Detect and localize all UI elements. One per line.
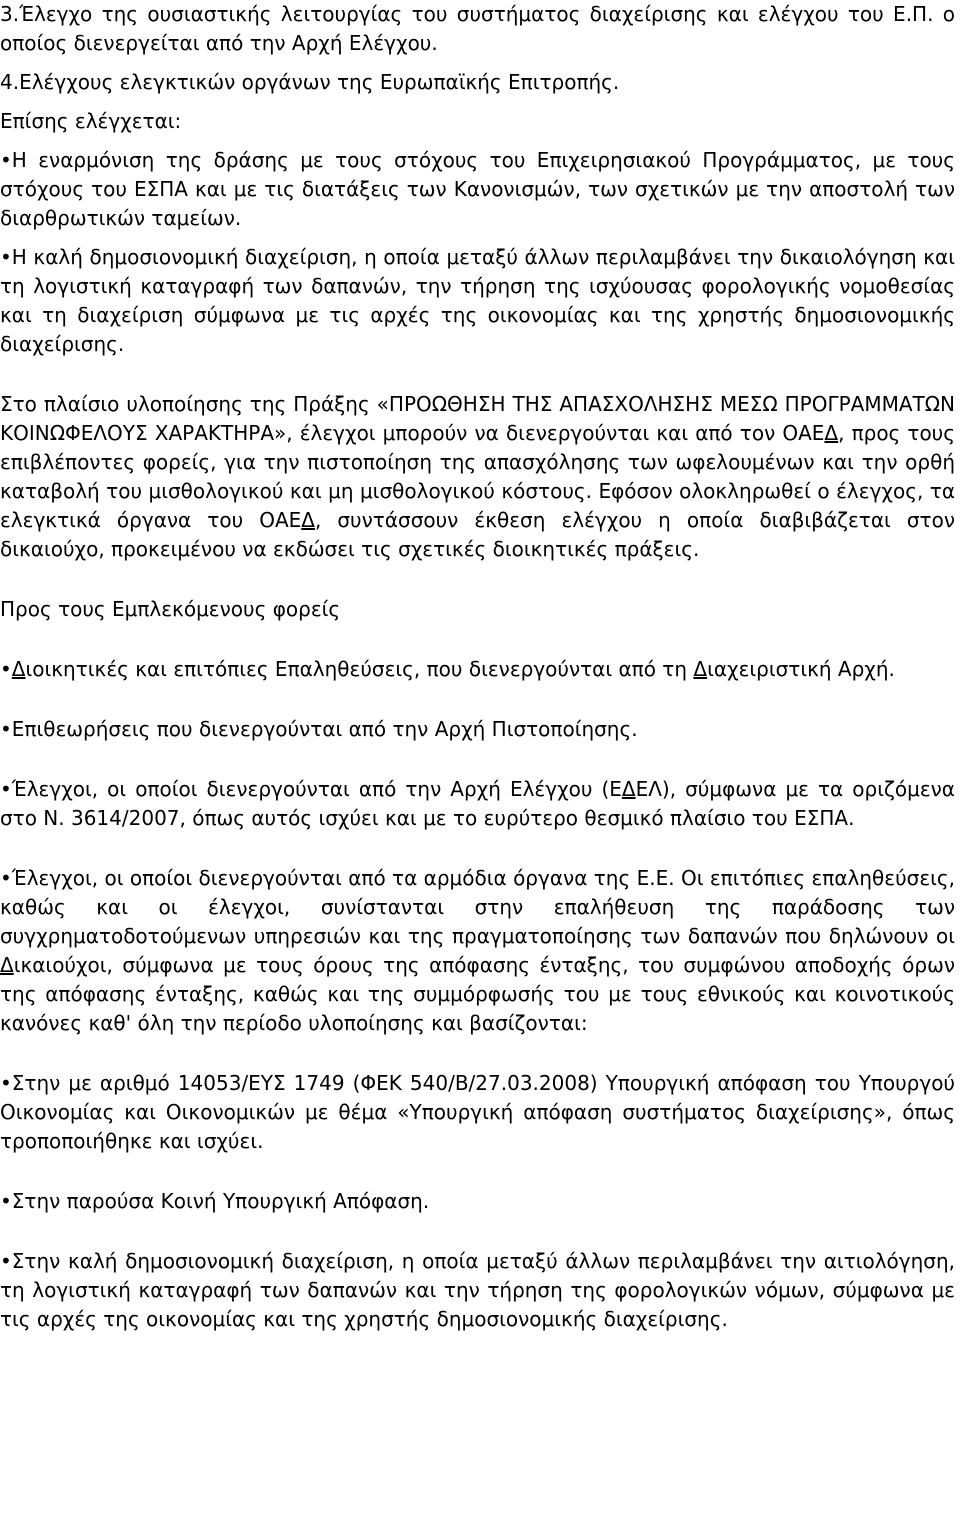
- text-fragment: Στο πλαίσιο υλοποίησης της Πράξης «ΠΡΟΩΘΗΣΗ ΤΗΣ ΑΠΑΣΧΟΛΗΣΗΣ ΜΕΣΩ ΠΡΟΓΡΑΜΜΑΤΩΝ ΚΟΙΝΩΦΕΛΟΥΣ ΧΑΡΑΚΤΗΡΑ», έλεγχοι μπορούν να διενεργούνται και από τον ΟΑΕ: [0, 392, 955, 445]
- underlined-letter: Δ: [824, 421, 839, 445]
- text-fragment: , προς τους επιβλέποντες φορείς, για την πιστοποίηση της απασχόλησης των ωφελουμένων και την ορθή καταβολή του μισθολογικού και μη μισθολογικού κόστους. Εφόσον ολοκληρωθεί ο έλεγχος, τα ελεγκτικά όργανα του ΟΑΕ: [0, 421, 955, 532]
- underlined-letter: Δ: [0, 953, 14, 977]
- text-fragment: ΕΛ), σύμφωνα με τα οριζόμενα στο Ν. 3614/2007, όπως αυτός ισχύει και με το ευρύτερο θεσμικό πλαίσιο του ΕΣΠΑ.: [0, 777, 955, 830]
- underlined-letter: Δ: [621, 777, 636, 801]
- text-fragment: •Έλεγχοι, οι οποίοι διενεργούνται από τα αρμόδια όργανα της Ε.Ε. Οι επιτόπιες επαληθεύσεις, καθώς και οι έλεγχοι, συνίστανται στην επαλήθευση της παράδοσης των συγχρηματοδοτούμενων υπηρεσιών και της πραγματοποίησης των δαπανών που δηλώνουν οι: [0, 866, 955, 948]
- underlined-letter: Δ: [301, 508, 315, 532]
- bullet-mark: •: [0, 657, 12, 681]
- paragraph-oaed-controls: [0, 390, 955, 564]
- bullet-joint-ministerial-decision: •Στην παρούσα Κοινή Υπουργική Απόφαση.: [0, 1189, 430, 1213]
- paragraph-control-item-4: 4.Ελέγχους ελεγκτικών οργάνων της Ευρωπαϊκής Επιτροπής.: [0, 70, 620, 94]
- bullet-certification-inspections: •Επιθεωρήσεις που διενεργούνται από την Αρχή Πιστοποίησης.: [0, 717, 638, 741]
- text-fragment: •Έλεγχοι, οι οποίοι διενεργούνται από την Αρχή Ελέγχου (Ε: [0, 777, 622, 801]
- underlined-letter: Δ: [11, 657, 26, 681]
- bullet-financial-management: •Η καλή δημοσιονομική διαχείριση, η οποία μεταξύ άλλων περιλαμβάνει την δικαιολόγηση και τη λογιστική καταγραφή των δαπανών, την τήρηση της ισχύουσας φορολογικής νομοθεσίας και τη διαχείριση σύμφωνα με τις αρχές της οικονομίας και της χρηστής δημοσιονομικής διαχείρισης.: [0, 245, 955, 356]
- paragraph-involved-bodies: Προς τους Εμπλεκόμενους φορείς: [0, 597, 341, 621]
- bullet-eu-controls: [0, 864, 955, 1038]
- text-fragment: , συντάσσουν έκθεση ελέγχου η οποία διαβιβάζεται στον δικαιούχο, προκειμένου να εκδώσει τις σχετικές διοικητικές πράξεις.: [0, 508, 955, 561]
- paragraph-also-checked: Επίσης ελέγχεται:: [0, 109, 182, 133]
- paragraph-control-item-3: 3.Έλεγχο της ουσιαστικής λειτουργίας του συστήματος διαχείρισης και ελέγχου του Ε.Π. ο οποίος διενεργείται από την Αρχή Ελέγχου.: [0, 2, 955, 55]
- bullet-ministerial-decision: •Στην με αριθμό 14053/ΕΥΣ 1749 (ΦΕΚ 540/Β/27.03.2008) Υπουργική απόφαση του Υπουργού Οικονομίας και Οικονομικών με θέμα «Υπουργική απόφαση συστήματος διαχείρισης», όπως τροποποιήθηκε και ισχύει.: [0, 1071, 955, 1153]
- text-fragment: ιοικητικές και επιτόπιες Επαληθεύσεις, που διενεργούνται από τη: [25, 657, 694, 681]
- bullet-administrative-verifications: [0, 655, 955, 684]
- bullet-audit-authority: [0, 775, 955, 833]
- bullet-harmonization: •Η εναρμόνιση της δράσης με τους στόχους του Επιχειρησιακού Προγράμματος, με τους στόχους του ΕΣΠΑ και με τις διατάξεις των Κανονισμών, των σχετικών με την αποστολή των διαρθρωτικών ταμείων.: [0, 148, 955, 230]
- text-fragment: ιαχειριστική Αρχή.: [707, 657, 895, 681]
- underlined-letter: Δ: [693, 657, 708, 681]
- bullet-sound-financial-management: •Στην καλή δημοσιονομική διαχείριση, η οποία μεταξύ άλλων περιλαμβάνει την αιτιολόγηση, τη λογιστική καταγραφή των δαπανών και την τήρηση της φορολογικών νόμων, σύμφωνα με τις αρχές της οικονομίας και της χρηστής δημοσιονομικής διαχείρισης.: [0, 1249, 955, 1331]
- text-fragment: ικαιούχοι, σύμφωνα με τους όρους της απόφασης ένταξης, του συμφώνου αποδοχής όρων της απόφασης ένταξης, καθώς και της συμμόρφωσής του με τους εθνικούς και κοινοτικούς κανόνες καθ' όλη την περίοδο υλοποίησης και βασίζονται:: [0, 953, 955, 1035]
